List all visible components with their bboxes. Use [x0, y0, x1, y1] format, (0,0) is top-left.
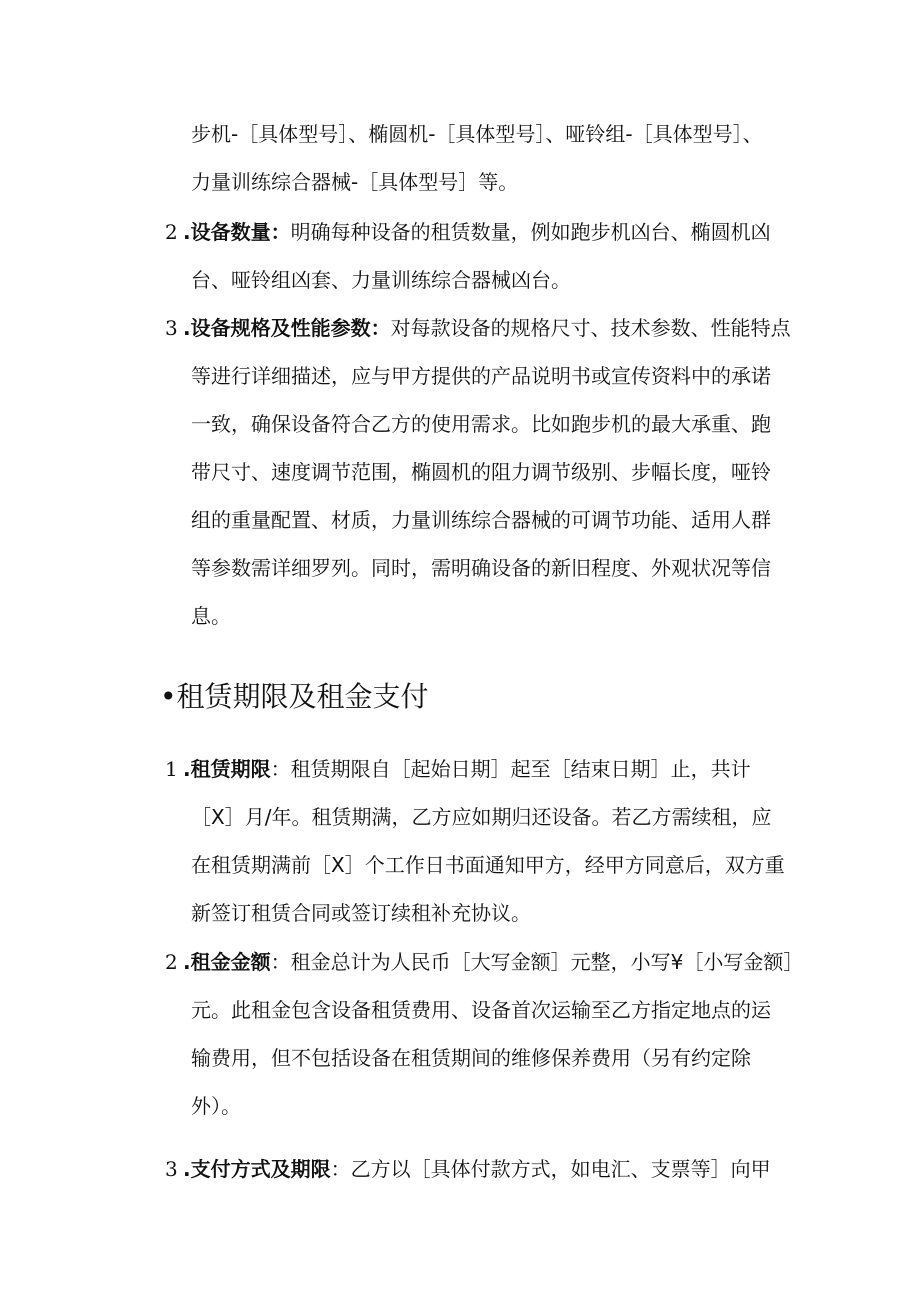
item-line: 等进行详细描述，应与甲方提供的产品说明书或宣传资料中的承诺	[191, 364, 771, 388]
item-first-line	[183, 1155, 771, 1183]
item-line: 新签订租赁合同或签订续租补充协议。	[191, 901, 531, 925]
intro-line-1: 步机-［具体型号］、椭圆机-［具体型号］、哑铃组-［具体型号］、	[191, 122, 763, 146]
item-line: 带尺寸、速度调节范围，椭圆机的阻力调节级别、步幅长度，哑铃	[191, 460, 771, 484]
item-text: 对每款设备的规格尺寸、技术参数、性能特点	[390, 316, 791, 340]
item-line: 等参数需详细罗列。同时，需明确设备的新旧程度、外观状况等信	[191, 556, 771, 580]
item-lead: .设备规格及性能参数：	[183, 316, 391, 340]
item-number: 2	[165, 950, 178, 974]
item-text: 明确每种设备的租赁数量，例如跑步机凶台、椭圆机凶	[290, 220, 771, 244]
item-line: ［X］月/年。租赁期满，乙方应如期归还设备。若乙方需续租，应	[191, 805, 772, 829]
item-number: 2	[165, 220, 178, 244]
intro-line-2: 力量训练综合器械-［具体型号］等。	[191, 170, 519, 194]
item-text: ：租赁期限自［起始日期］起至［结束日期］止，共计	[270, 757, 751, 781]
item-first-line	[183, 218, 771, 246]
item-first-line	[183, 755, 751, 783]
item-text: ：乙方以［具体付款方式，如电汇、支票等］向甲	[330, 1157, 771, 1181]
item-line: 一致，确保设备符合乙方的使用需求。比如跑步机的最大承重、跑	[191, 412, 771, 436]
section-heading: •租赁期限及租金支付	[160, 680, 429, 713]
item-number: 1	[165, 757, 178, 781]
item-line: 台、哑铃组凶套、力量训练综合器械凶台。	[191, 268, 571, 292]
item-lead: .租赁期限	[183, 757, 271, 781]
item-lead: .支付方式及期限	[183, 1157, 331, 1181]
item-number: 3	[165, 1157, 178, 1181]
item-line: 组的重量配置、材质，力量训练综合器械的可调节功能、适用人群	[191, 508, 771, 532]
item-first-line	[183, 314, 791, 342]
item-line: 输费用，但不包括设备在租赁期间的维修保养费用（另有约定除	[191, 1046, 751, 1070]
item-line: 在租赁期满前［X］个工作日书面通知甲方，经甲方同意后，双方重	[191, 853, 785, 877]
item-text: ：租金总计为人民币［大写金额］元整，小写¥［小写金额］	[270, 950, 804, 974]
item-line: 元。此租金包含设备租赁费用、设备首次运输至乙方指定地点的运	[191, 998, 771, 1022]
item-lead: .设备数量：	[183, 220, 291, 244]
item-number: 3	[165, 316, 178, 340]
item-lead: .租金金额	[183, 950, 271, 974]
item-line: 息。	[191, 604, 231, 628]
item-line: 外）。	[191, 1094, 241, 1118]
item-first-line	[183, 948, 803, 976]
